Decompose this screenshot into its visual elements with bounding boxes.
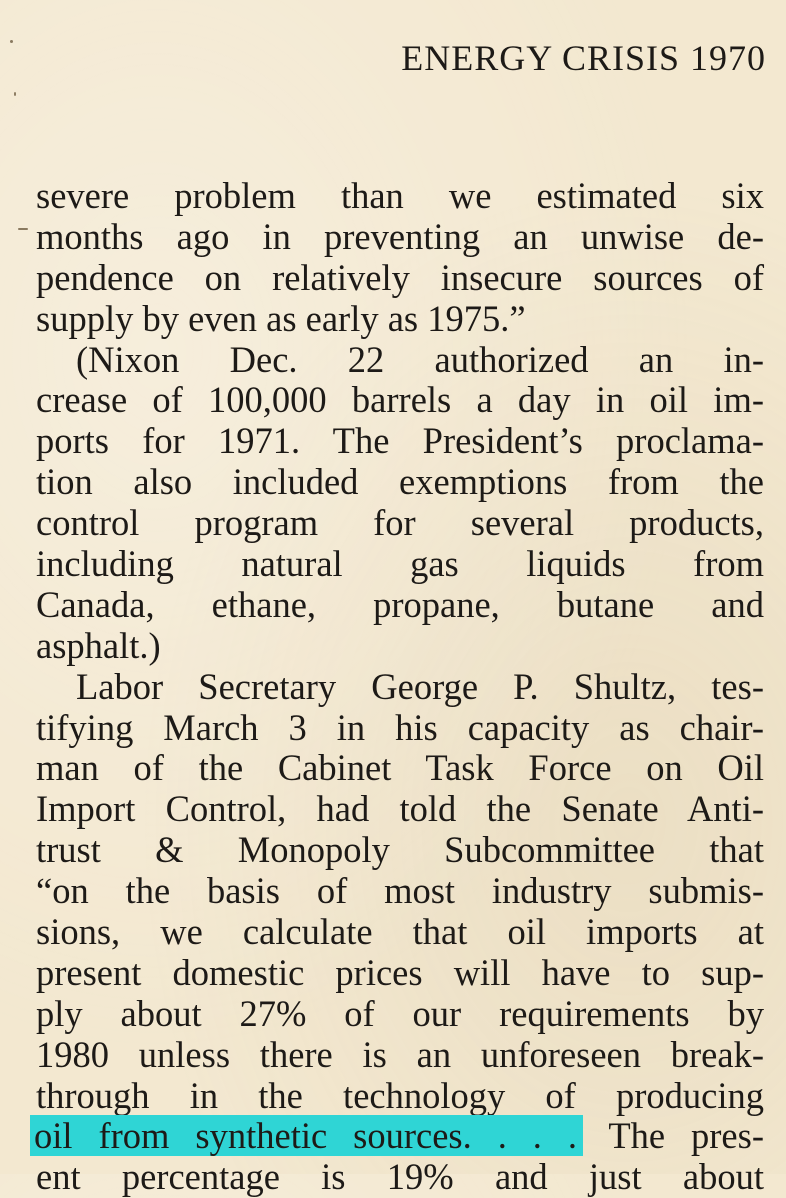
text-highlight[interactable]: oil from synthetic sources. . . . — [30, 1115, 583, 1156]
paper-speck — [10, 40, 13, 43]
text-line: “on the basis of most industry submis- — [36, 870, 764, 912]
text-line: sions, we calculate that oil imports at — [36, 911, 764, 953]
text-line: asphalt.) — [36, 624, 161, 666]
text-line: trust & Monopoly Subcommittee that — [36, 829, 764, 871]
text-line: supply by even as early as 1975.” — [36, 297, 526, 339]
text-line: Canada, ethane, propane, butane and — [36, 583, 764, 625]
text-line-cut-off: ent percentage is 19% and just about — [36, 1156, 764, 1198]
paper-speck — [14, 92, 16, 96]
text-line: including natural gas liquids from — [36, 543, 764, 585]
text-line: man of the Cabinet Task Force on Oil — [36, 747, 764, 789]
text-line-highlighted — [36, 1116, 764, 1157]
text-line: Import Control, had told the Senate Anti- — [36, 788, 764, 830]
text-line-rest: The pres- — [583, 1115, 764, 1157]
text-line: present domestic prices will have to sup- — [36, 951, 764, 993]
text-line: months ago in preventing an unwise de- — [36, 215, 764, 257]
body-text — [36, 176, 764, 1198]
running-header: ENERGY CRISIS 1970 — [401, 38, 766, 78]
text-line: crease of 100,000 barrels a day in oil im- — [36, 379, 764, 421]
text-line: 1980 unless there is an unforeseen break- — [36, 1033, 764, 1075]
text-line: ply about 27% of our requirements by — [36, 992, 764, 1034]
text-line: ports for 1971. The President’s proclama- — [36, 420, 764, 462]
text-line: control program for several products, — [36, 502, 764, 544]
text-line: through in the technology of producing — [36, 1074, 764, 1116]
text-line: pendence on relatively insecure sources of — [36, 256, 764, 298]
text-line: tifying March 3 in his capacity as chair- — [36, 706, 764, 748]
text-line: severe problem than we estimated six — [36, 175, 764, 216]
text-line: (Nixon Dec. 22 authorized an in- — [76, 338, 764, 380]
text-line: tion also included exemptions from the — [36, 461, 764, 503]
text-line: Labor Secretary George P. Shultz, tes- — [76, 665, 764, 707]
paper-speck — [18, 228, 28, 230]
